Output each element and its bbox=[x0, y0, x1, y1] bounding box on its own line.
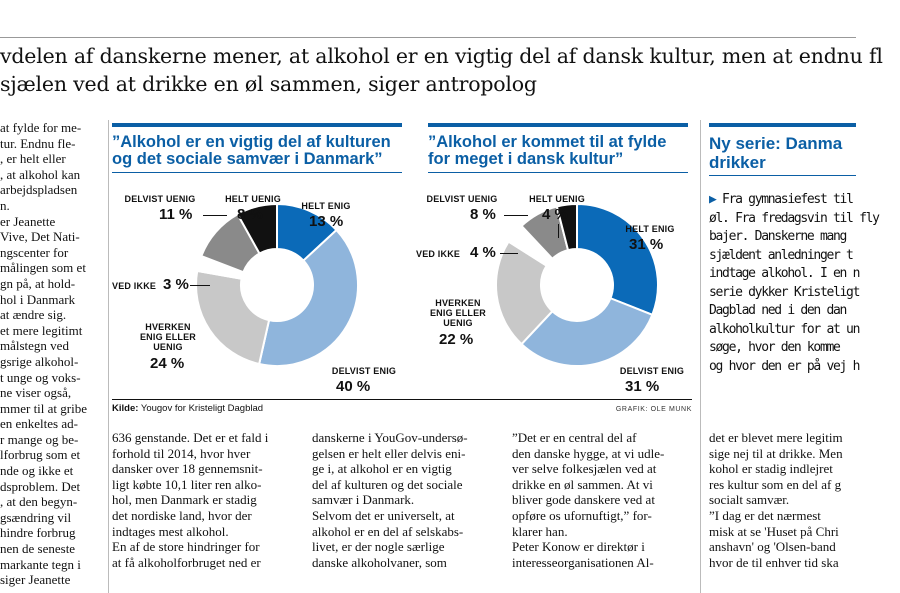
body-line: misk at se 'Huset på Chri bbox=[709, 523, 839, 539]
chart-1-label-helt-enig: HELT ENIG bbox=[301, 201, 351, 211]
left-column-line: , at den begyn- bbox=[0, 494, 78, 510]
body-line: anshavn' og 'Olsen-band bbox=[709, 539, 836, 555]
series-teaser bbox=[709, 191, 879, 376]
body-line: interesseorganisationen Al- bbox=[512, 554, 654, 570]
body-line: Selvom det er universelt, at bbox=[312, 507, 455, 523]
left-column-line: at fylde for me- bbox=[0, 120, 82, 135]
left-column-line: målingen som et bbox=[0, 260, 86, 276]
body-line: det er blevet mere legitim bbox=[709, 430, 843, 445]
chart-2-label-helt-uenig: HELT UENIG bbox=[529, 194, 585, 204]
body-line: indtages mest alkohol. bbox=[112, 523, 229, 539]
left-column-line: arbejdspladsen bbox=[0, 182, 78, 198]
body-line: samvær i Danmark. bbox=[312, 492, 415, 508]
chart-2-leader-ved-ikke bbox=[500, 253, 518, 254]
source-line bbox=[112, 403, 263, 414]
body-line: 636 genstande. Det er et fald i bbox=[112, 430, 269, 445]
left-column-line: t unge og voks- bbox=[0, 369, 81, 385]
top-rule bbox=[0, 37, 856, 38]
chart-1-value-ved-ikke: 3 % bbox=[163, 276, 189, 293]
chart-1-label-delvist-enig: DELVIST ENIG bbox=[331, 366, 397, 376]
chart-2-title-bar bbox=[428, 123, 688, 127]
left-column-line: en enkeltes ad- bbox=[0, 416, 78, 432]
headline-line-2: sjælen ved at drikke en øl sammen, siger antropolog bbox=[0, 72, 537, 96]
chart-1-label-helt-uenig: HELT UENIG bbox=[225, 194, 281, 204]
body-line: gelsen er helt eller delvis eni- bbox=[312, 445, 466, 461]
chart-1-value-helt-uenig: 8 % bbox=[237, 206, 263, 223]
column-rule-right bbox=[700, 120, 701, 593]
body-line: Peter Konow er direktør i bbox=[512, 539, 645, 555]
series-title-line-2: drikker bbox=[709, 153, 766, 172]
left-column-line: mmer til at gribe bbox=[0, 400, 88, 416]
left-column-line: , at alkohol kan bbox=[0, 166, 81, 182]
chart-1-leader-helt-uenig bbox=[253, 224, 254, 238]
survey-graphic bbox=[112, 123, 692, 395]
source-text: Yougov for Kristeligt Dagblad bbox=[138, 403, 264, 414]
left-column-line: at ændre sig. bbox=[0, 307, 67, 323]
left-column-line: nde og ikke et bbox=[0, 463, 74, 479]
chart-2-value-hverken: 22 % bbox=[439, 331, 474, 348]
headline bbox=[0, 42, 900, 98]
body-line: ge i, at alkohol er en vigtig bbox=[312, 461, 452, 477]
series-teaser-line: Dagblad ned i den dan bbox=[709, 303, 847, 318]
column-rule-left bbox=[108, 120, 109, 593]
series-top-bar bbox=[709, 123, 856, 127]
body-line: danske alkoholvaner, som bbox=[312, 554, 447, 570]
series-teaser-line: og hvor den er på vej h bbox=[709, 358, 860, 374]
left-column-line: lforbrug som et bbox=[0, 447, 81, 463]
left-column-line: siger Jeanette bbox=[0, 572, 71, 588]
body-column-1 bbox=[112, 430, 292, 570]
left-column-line: dsproblem. Det bbox=[0, 478, 81, 494]
chart-2-label-delvist-enig: DELVIST ENIG bbox=[619, 366, 685, 376]
chart-1-title-bar bbox=[112, 123, 402, 127]
chart-1-title-line-2: og det sociale samvær i Danmark” bbox=[112, 150, 383, 168]
left-column-line: ngscenter for bbox=[0, 244, 69, 260]
body-line: opføre os ufornuftigt,” for- bbox=[512, 507, 652, 523]
body-line: det nordiske land, hvor der bbox=[112, 507, 252, 523]
chart-1-value-hverken: 24 % bbox=[150, 355, 185, 372]
chart-2-title-underline bbox=[428, 172, 688, 173]
source-label: Kilde: bbox=[112, 403, 139, 414]
series-title bbox=[709, 135, 842, 152]
chart-2-value-ved-ikke: 4 % bbox=[470, 244, 496, 261]
body-line: forhold til 2014, hvor hver bbox=[112, 445, 251, 461]
chart-2-title-line-2: for meget i dansk kultur” bbox=[428, 150, 624, 168]
pie-slice-helt-enig bbox=[577, 204, 658, 315]
body-line: bliver gode danskere ved at bbox=[512, 492, 655, 508]
body-line: drikke en øl sammen. At vi bbox=[512, 476, 653, 492]
chart-2-label-delvist-uenig: DELVIST UENIG bbox=[426, 194, 498, 204]
chart-2-value-delvist-uenig: 8 % bbox=[470, 206, 496, 223]
left-column-line: r mange og be- bbox=[0, 431, 79, 447]
chart-2-leader-helt-uenig bbox=[558, 224, 559, 238]
chart-1-label-delvist-uenig: DELVIST UENIG bbox=[124, 194, 196, 204]
left-column-line: målstegn ved bbox=[0, 338, 69, 354]
body-line: sige nej til at drikke. Men bbox=[709, 445, 843, 461]
series-teaser-line: alkoholkultur for at un bbox=[709, 321, 860, 337]
series-title-rest: Danma bbox=[780, 134, 843, 153]
body-line: ”Det er en central del af bbox=[512, 430, 637, 445]
chart-2-leader-delvist-uenig bbox=[504, 215, 528, 216]
body-column-4 bbox=[709, 430, 856, 570]
chart-2-label-hverken: HVERKEN ENIG ELLER UENIG bbox=[429, 298, 486, 328]
chart-2-value-helt-uenig: 4 % bbox=[542, 206, 568, 223]
left-column-line: hindre forbrug bbox=[0, 525, 76, 541]
left-column-line: markante tegn i bbox=[0, 556, 81, 572]
left-column-line: gn på, at hold- bbox=[0, 275, 76, 291]
body-column-3 bbox=[512, 430, 694, 570]
series-teaser-line: bajer. Danskerne mang bbox=[709, 229, 847, 244]
body-line: ver selve folkesjælen ved at bbox=[512, 461, 657, 477]
chart-1-leader-ved-ikke bbox=[190, 285, 210, 286]
body-line: dansker over 18 gennemsnit- bbox=[112, 461, 263, 477]
body-line: at få alkoholforbruget ned er bbox=[112, 554, 261, 570]
headline-line-1: vdelen af danskerne mener, at alkohol er en vigtig del af dansk kultur, men at endnu fl bbox=[0, 44, 883, 68]
chart-2-title bbox=[428, 134, 698, 168]
series-teaser-line: serie dykker Kristeligt bbox=[709, 284, 860, 300]
body-line: danskerne i YouGov-undersø- bbox=[312, 430, 468, 445]
series-teaser-line: sjældent anledninger t bbox=[709, 247, 853, 263]
series-teaser-line: indtage alkohol. I en n bbox=[709, 266, 860, 281]
left-column-line: et mere legitimt bbox=[0, 322, 83, 338]
left-column-line: gsrige alkohol- bbox=[0, 353, 79, 369]
series-title-rule bbox=[709, 175, 856, 176]
chart-1-title-underline bbox=[112, 172, 402, 173]
graphic-credit: GRAFIK: OLE MUNK bbox=[615, 406, 692, 413]
left-column-line: hol i Danmark bbox=[0, 291, 76, 307]
body-line: del af kulturen og det sociale bbox=[312, 476, 463, 492]
chart-1-title-line-1: ”Alkohol er en vigtig del af kulturen bbox=[112, 133, 391, 151]
chart-1-title bbox=[112, 134, 412, 168]
left-column-line: gsændring vil bbox=[0, 509, 72, 525]
body-column-2 bbox=[312, 430, 492, 570]
chart-1-value-delvist-enig: 40 % bbox=[336, 378, 371, 395]
chart-2-title-line-1: ”Alkohol er kommet til at fylde bbox=[428, 133, 667, 151]
series-label: Ny serie: bbox=[709, 134, 781, 153]
body-line: socialt samvær. bbox=[709, 492, 790, 508]
chart-1-value-helt-enig: 13 % bbox=[309, 213, 344, 230]
body-line: klarer han. bbox=[512, 523, 568, 539]
series-teaser-line: øl. Fra fredagsvin til fly bbox=[709, 210, 879, 226]
body-line: res kultur som en del af g bbox=[709, 476, 842, 492]
series-teaser-line: søge, hvor den komme bbox=[709, 340, 840, 355]
body-line: den danske hygge, at vi udle- bbox=[512, 445, 665, 461]
body-line: ligt købte 10,1 liter ren alko- bbox=[112, 476, 262, 492]
left-column-line: er Jeanette bbox=[0, 213, 56, 229]
chart-1-leader-delvist-uenig bbox=[203, 215, 227, 216]
source-rule bbox=[112, 399, 692, 400]
body-line: hvor de til enhver tid ska bbox=[709, 554, 839, 570]
body-line: kohol er stadig indlejret bbox=[709, 461, 833, 477]
chart-1-value-delvist-uenig: 11 % bbox=[159, 206, 193, 223]
left-column-line: n. bbox=[0, 197, 10, 213]
body-line: ”I dag er det nærmest bbox=[709, 507, 821, 523]
chart-2-label-ved-ikke: VED IKKE bbox=[416, 249, 461, 259]
left-article-column bbox=[0, 120, 104, 588]
triangle-bullet-icon: ▶ bbox=[709, 192, 716, 207]
chart-2-value-delvist-enig: 31 % bbox=[625, 378, 660, 395]
body-line: En af de store hindringer for bbox=[112, 539, 260, 555]
left-column-line: Vive, Det Nati- bbox=[0, 229, 80, 245]
left-column-line: ne viser også, bbox=[0, 385, 72, 401]
chart-2-value-helt-enig: 31 % bbox=[629, 236, 664, 253]
series-teaser-line: ▶ Fra gymnasiefest til bbox=[709, 192, 853, 207]
body-line: alkohol er en del af selskabs- bbox=[312, 523, 464, 539]
chart-2-label-helt-enig: HELT ENIG bbox=[625, 224, 675, 234]
body-line: livet, er der nogle særlige bbox=[312, 539, 445, 555]
left-column-line: nen de seneste bbox=[0, 541, 76, 557]
chart-1-label-ved-ikke: VED IKKE bbox=[112, 281, 157, 291]
body-line: hol, men Danmark er stadig bbox=[112, 492, 257, 508]
left-column-line: , er helt eller bbox=[0, 151, 66, 167]
chart-1-label-hverken: HVERKEN ENIG ELLER UENIG bbox=[139, 322, 196, 352]
left-column-line: tur. Endnu fle- bbox=[0, 135, 76, 151]
